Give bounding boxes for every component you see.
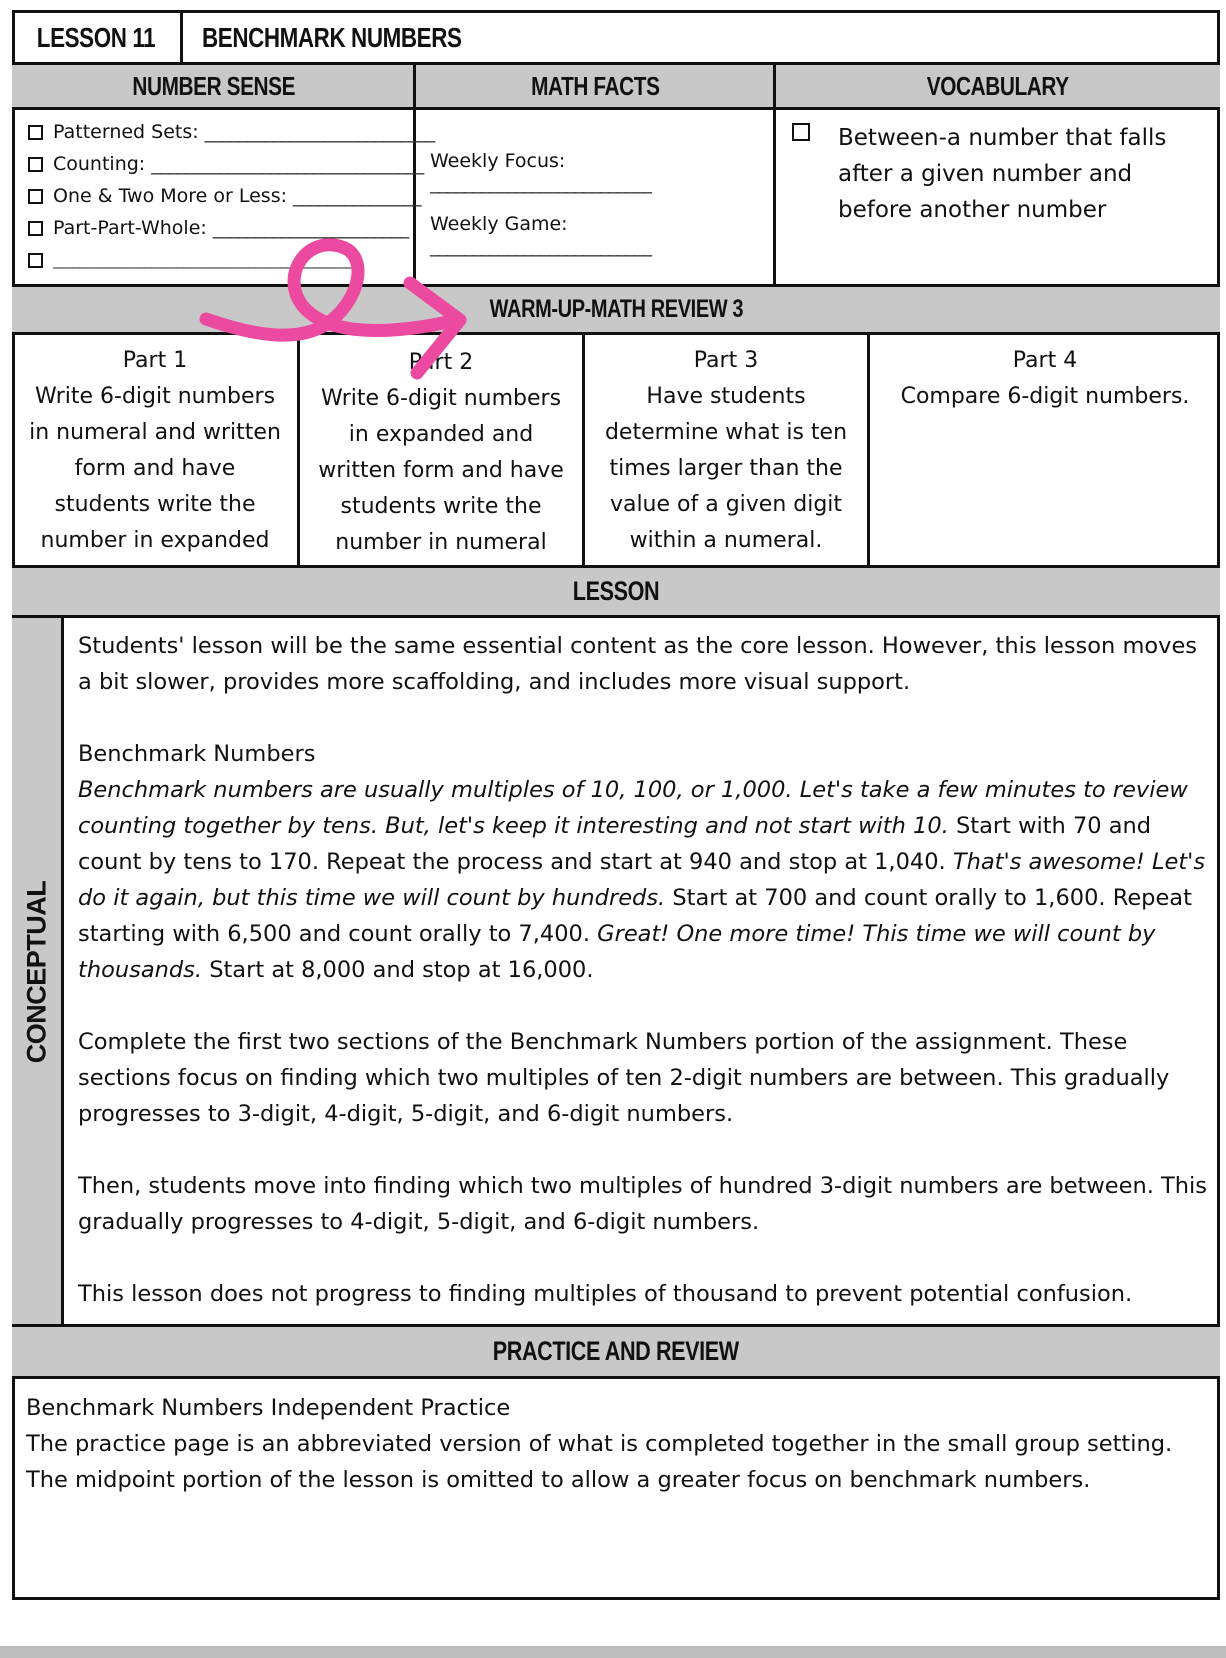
checkbox-icon[interactable] <box>28 125 43 140</box>
checkbox-icon[interactable] <box>28 253 43 268</box>
lesson-title: BENCHMARK NUMBERS <box>202 21 462 53</box>
checkbox-icon[interactable] <box>28 189 43 204</box>
practice-subheading: Benchmark Numbers Independent Practice <box>26 1395 511 1421</box>
number-sense-heading: NUMBER SENSE <box>132 70 295 101</box>
lesson-paragraph-2: Complete the first two sections of the Benchmark Numbers portion of the assignment. These sections focus on finding which two multiples of ten 2-digit numbers are between. This gradually progresses to 3-digit, 4-digit, 5-digit, and 6-digit numbers. <box>78 1029 1170 1127</box>
practice-heading: PRACTICE AND REVIEW <box>492 1336 739 1366</box>
text-segment: Start with 70 and count by tens to 170. Repeat the process and start at 940 and stop at 1,040. <box>78 813 1152 875</box>
part-title: Part 2 <box>408 350 474 375</box>
bottom-strip <box>0 1646 1226 1658</box>
vocabulary-heading-cell <box>775 65 1220 107</box>
checklist-label: Part-Part-Whole: <box>53 217 207 239</box>
math-facts-weekly-focus <box>430 150 770 194</box>
checkbox-icon[interactable] <box>28 157 43 172</box>
vocabulary-definition: Between-a number that falls after a given number and before another number <box>838 125 1167 223</box>
vocabulary-heading: VOCABULARY <box>926 70 1069 101</box>
math-facts-heading-cell <box>415 65 775 107</box>
warmup-part-3 <box>585 335 867 565</box>
part-text: Compare 6-digit numbers. <box>900 384 1190 409</box>
number-sense-heading-cell <box>12 65 415 107</box>
conceptual-side-label <box>12 618 64 1326</box>
conceptual-label: CONCEPTUAL <box>21 880 51 1064</box>
warmup-part-4 <box>870 335 1220 565</box>
part-title: Part 1 <box>122 348 188 373</box>
lesson-header <box>12 10 1220 68</box>
part-title: Part 4 <box>1012 348 1078 373</box>
divider <box>773 62 776 287</box>
part-title: Part 3 <box>693 348 759 373</box>
practice-content <box>26 1390 1206 1498</box>
lesson-heading: LESSON <box>572 576 660 606</box>
weekly-game-label: Weekly Game: <box>430 213 568 235</box>
checklist-label: Counting: <box>53 153 146 175</box>
lesson-title-cell <box>202 10 526 65</box>
math-facts-heading: MATH FACTS <box>530 70 660 101</box>
fill-in-blank[interactable]: _______________ <box>293 185 421 207</box>
practice-bar <box>12 1324 1220 1379</box>
fill-in-blank[interactable]: _______________________________________________ <box>53 251 359 269</box>
lesson-number-cell <box>12 10 183 65</box>
checklist-label: Patterned Sets: <box>53 121 199 143</box>
fill-in-blank[interactable]: _______________________ <box>212 217 409 239</box>
benchmark-subheading: Benchmark Numbers <box>78 741 316 767</box>
lesson-bar <box>12 565 1220 618</box>
vocab-checkbox-wrap <box>792 123 812 141</box>
checklist-label: One & Two More or Less: <box>53 185 288 207</box>
weekly-focus-label: Weekly Focus: <box>430 150 566 172</box>
checklist-item-one-two-more-less[interactable] <box>28 180 421 212</box>
pink-arrow-annotation <box>192 225 482 395</box>
text-segment: Start at 8,000 and stop at 16,000. <box>202 957 594 983</box>
weekly-game-blank[interactable]: __________________________ <box>430 235 651 257</box>
lesson-paragraph-3: Then, students move into finding which two multiples of hundred 3-digit numbers are between. This gradually progresses to 4-digit, 5-digit, and 6-digit numbers. <box>78 1173 1208 1235</box>
checkbox-icon[interactable] <box>792 123 810 141</box>
practice-text: The practice page is an abbreviated version of what is completed together in the small group setting. The midpoint portion of the lesson is omitted to allow a greater focus on benchmark numbers. <box>26 1431 1173 1493</box>
lesson-plan-sheet <box>12 10 1220 1600</box>
lesson-number: LESSON 11 <box>36 21 156 53</box>
part-text: Write 6-digit numbers in numeral and written form and have students write the number in expanded <box>29 384 281 553</box>
warmup-title: WARM-UP-MATH REVIEW 3 <box>489 295 743 323</box>
italic-segment: Great! One more time! This time we will count by thousands. <box>78 921 1156 983</box>
weekly-focus-blank[interactable]: __________________________ <box>430 172 651 194</box>
lesson-paragraph-4: This lesson does not progress to finding multiples of thousand to prevent potential confusion. <box>78 1281 1133 1307</box>
part-text: Write 6-digit numbers in expanded and written form and have students write the number in numeral <box>318 386 564 555</box>
lesson-intro: Students' lesson will be the same essential content as the core lesson. However, this lesson moves a bit slower, provides more scaffolding, and includes more visual support. <box>78 633 1198 695</box>
checkbox-icon[interactable] <box>28 221 43 236</box>
checklist-item-patterned-sets[interactable] <box>28 116 435 148</box>
italic-segment: Benchmark numbers are usually multiples of 10, 100, or 1,000. Let's take a few minutes to review counting together by tens. But, let's keep it interesting and not start with 10. <box>78 777 1188 839</box>
benchmark-paragraph <box>78 772 1210 988</box>
part-text: Have students determine what is ten times larger than the value of a given digit within a numeral. <box>604 384 848 553</box>
italic-segment: That's awesome! Let's do it again, but this time we will count by hundreds. <box>78 849 1206 911</box>
fill-in-blank[interactable]: ________________________________ <box>151 153 424 175</box>
text-segment: Start at 700 and count orally to 1,600. Repeat starting with 6,500 and count orally to 7,400. <box>78 885 1192 947</box>
fill-in-blank[interactable]: ___________________________ <box>204 121 435 143</box>
lesson-content <box>78 628 1210 1312</box>
checklist-item-counting[interactable] <box>28 148 424 180</box>
